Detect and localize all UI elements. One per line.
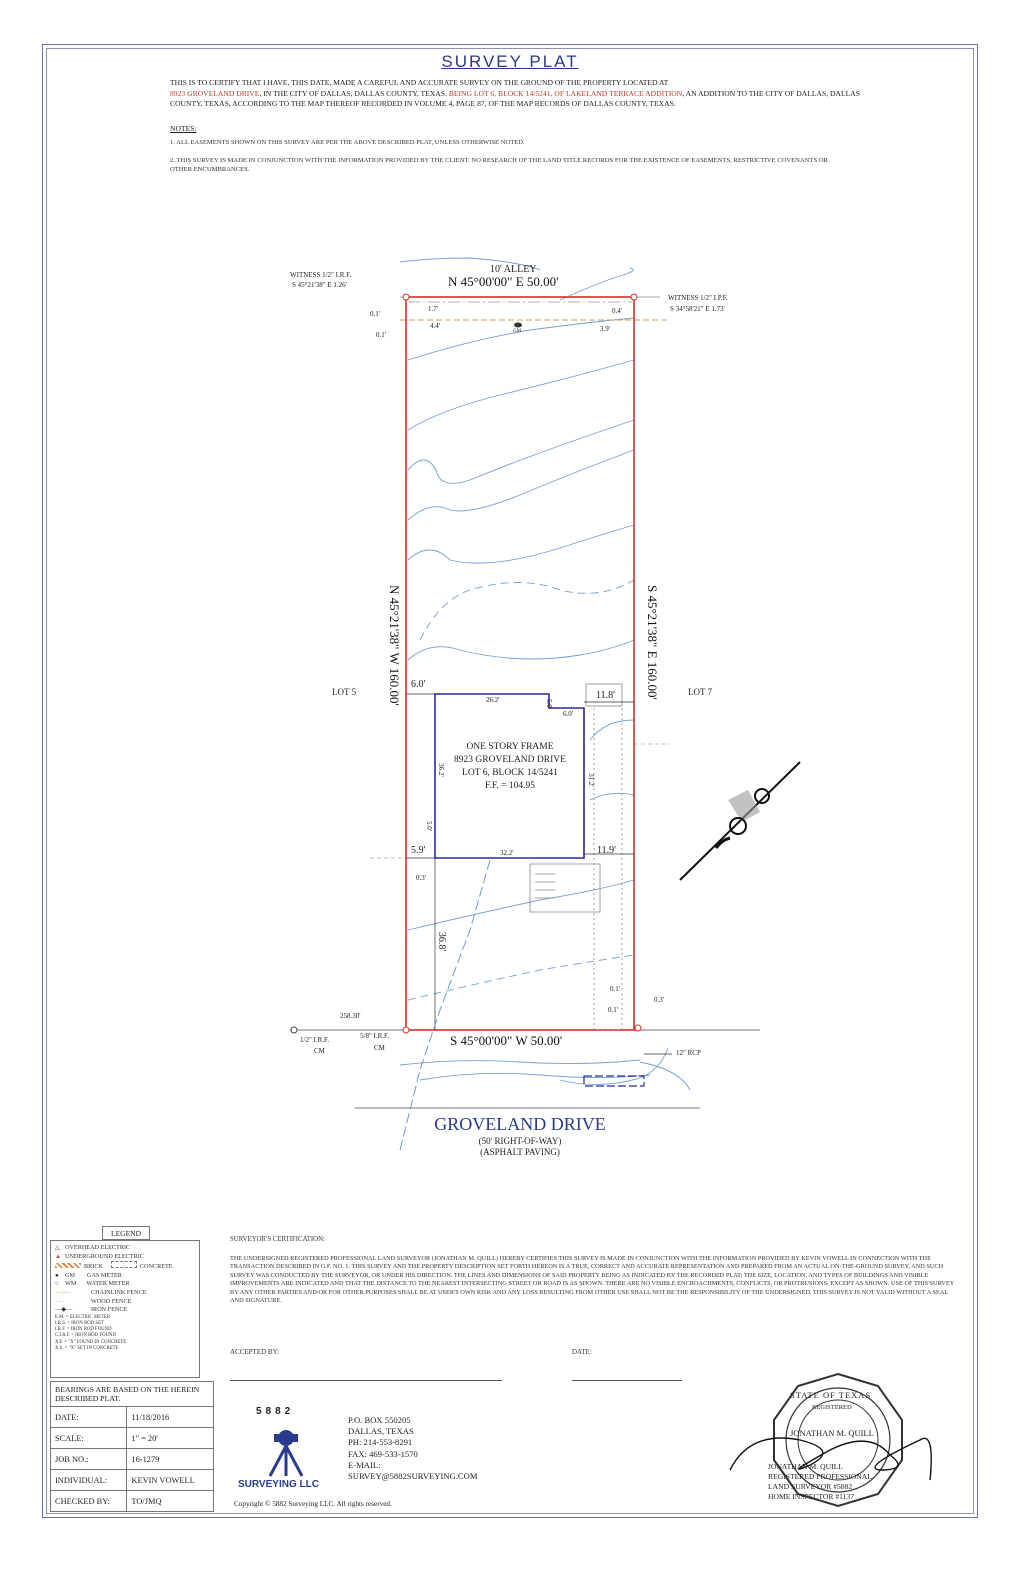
individual-value: KEVIN VOWELL <box>127 1470 214 1491</box>
note-2: 2. THIS SURVEY IS MADE IN CONJUNCTION WITH THE INFORMATION PROVIDED BY THE CLIENT. NO RESEARCH OF THE LAND TITLE RECORDS FOR THE EXISTENCE OF EASEMENTS, RESTRICTIVE COVENANTS OR OTHER ENCUMBRANCES. <box>170 157 828 173</box>
legend-row <box>51 1298 199 1307</box>
corner-marker <box>631 294 637 300</box>
dim-11-9: 11.9' <box>597 845 616 856</box>
contour-line <box>590 793 634 800</box>
contour-line <box>560 268 633 300</box>
house-label-2: 8923 GROVELAND DRIVE <box>454 755 566 765</box>
legend-row <box>51 1253 199 1262</box>
underground-electric-icon: ▲ <box>55 1252 62 1260</box>
company-city: DALLAS, TEXAS <box>348 1426 414 1437</box>
front-walk <box>530 864 600 912</box>
iron-fence-icon: —◆— <box>55 1306 73 1314</box>
bearings-note: BEARINGS ARE BASED ON THE HEREIN DESCRIBED PLAT. <box>51 1382 214 1407</box>
legend-row <box>51 1280 199 1289</box>
legend-label: BRICK <box>84 1263 103 1271</box>
wood-fence-icon: - - - <box>55 1297 65 1305</box>
iron-rod-marker <box>291 1027 297 1033</box>
legend-label: IRON FENCE <box>91 1306 128 1314</box>
date-label: DATE: <box>51 1407 127 1428</box>
legend-title: LEGEND <box>102 1226 150 1240</box>
legend-label: UNDERGROUND ELECTRIC <box>65 1252 144 1260</box>
job-value: 16-1279 <box>127 1449 214 1470</box>
brick-hatch-icon <box>55 1263 81 1268</box>
witness-left-2: S 45°21'38" E 1.26' <box>292 281 347 289</box>
scale-value: 1" = 20' <box>127 1428 214 1449</box>
rcp-label: 12" RCP <box>676 1049 701 1057</box>
date-value: 11/18/2016 <box>127 1407 214 1428</box>
dim-3-9: 3.9' <box>600 325 611 333</box>
dim-32-2: 32.2' <box>500 849 514 857</box>
chainlink-fence-icon: —○— <box>55 1288 72 1296</box>
accepted-by-label: ACCEPTED BY: <box>230 1348 279 1356</box>
right-bearing: S 45°21'38" E 160.00' <box>645 585 660 700</box>
checked-value: TO/JMQ <box>127 1491 214 1512</box>
cert-line-1: THIS IS TO CERTIFY THAT I HAVE, THIS DATE, MADE A CAREFUL AND ACCURATE SURVEY ON THE GROUND OF THE PROPERTY LOCATED AT <box>170 78 669 87</box>
contour-line <box>420 580 634 640</box>
legend-row <box>51 1272 199 1281</box>
dim-36-8: 36.8' <box>436 931 448 952</box>
street-row: (50' RIGHT-OF-WAY) <box>478 1136 562 1146</box>
legend-label: CHAINLINK FENCE <box>91 1288 147 1296</box>
house-label-1: ONE STORY FRAME <box>466 742 554 752</box>
dim-11-8: 11.8' <box>596 690 615 701</box>
concrete-hatch-icon <box>111 1261 137 1268</box>
cert-lot: BEING LOT 6, BLOCK 14/5241, OF LAKELAND TERRACE ADDITION <box>448 88 683 98</box>
property-boundary <box>406 297 634 1030</box>
dim-31-2: 31.2' <box>586 773 595 787</box>
legend-label: OVERHEAD ELECTRIC <box>65 1244 131 1251</box>
irf-half-label: 1/2" I.R.F. <box>300 1036 330 1044</box>
individual-label: INDIVIDUAL: <box>51 1470 127 1491</box>
job-info-table <box>50 1381 214 1512</box>
legend-row <box>51 1289 199 1298</box>
dim-4-4: 4.4' <box>430 322 441 330</box>
contour-line <box>408 525 634 563</box>
surveyor-cert-heading: SURVEYOR'S CERTIFICATION: <box>230 1236 325 1243</box>
scale-label: SCALE: <box>51 1428 127 1449</box>
legend-row <box>51 1306 199 1315</box>
cert-address: 8923 GROVELAND DRIVE <box>170 88 260 98</box>
dim-5-0: 5.0' <box>545 698 554 710</box>
dim-0-1-c: 0.1' <box>610 985 621 993</box>
contour-line <box>408 360 634 430</box>
notes-heading: NOTES: <box>170 124 197 133</box>
legend-label-concrete: CONCRETE <box>139 1263 173 1271</box>
corner-marker <box>403 1027 409 1033</box>
page-title: SURVEY PLAT <box>441 52 579 71</box>
cert-line-3: , AN ADDITION TO THE CITY OF DALLAS, DALLAS COUNTY, TEXAS, ACCORDING TO THE MAP THEREOF RECORDED IN VOLUME 4, PAGE 87, OF THE MAP RECORDS OF DALLAS COUNTY, TEXAS. <box>170 88 860 108</box>
legend-abbrev: X.F. = "X" FOUND IN CONCRETE <box>55 1339 127 1345</box>
lot-5-label: LOT 5 <box>332 687 357 697</box>
irf-58-label: 5/8" I.R.F. <box>360 1032 390 1040</box>
contour-line <box>560 1048 668 1085</box>
seal-line-4: HOME INSPECTOR #1137 <box>768 1492 855 1501</box>
seal-name: JONATHAN M. QUILL <box>790 1428 874 1438</box>
dim-26-2: 26.2' <box>486 696 500 704</box>
witness-right-1: WITNESS 1/2" I.P.F. <box>668 294 728 302</box>
contour-line <box>408 450 634 520</box>
flow-line <box>400 860 490 1150</box>
irf-58-cm: CM <box>374 1044 385 1052</box>
job-label: JOB NO.: <box>51 1449 127 1470</box>
dim-36-2: 36.2' <box>436 763 445 777</box>
company-fax: FAX: 469-533-1570 <box>348 1448 418 1459</box>
legend-row <box>51 1244 199 1253</box>
dim-0-3-b: 0.3' <box>654 996 665 1004</box>
dim-1-7: 1.7' <box>428 305 439 313</box>
legend-abbr-gm: GM <box>65 1271 75 1279</box>
seal-line-1: JONATHAN M. QUILL <box>768 1462 843 1471</box>
gas-meter-icon: ● <box>55 1271 59 1279</box>
legend-abbrev: I.R.S. = IRON ROD SET <box>55 1320 104 1326</box>
gas-meter-label: GM <box>513 329 522 334</box>
surveyor-cert-text: THE UNDERSIGNED REGISTERED PROFESSIONAL LAND SURVEYOR (JONATHAN M. QUILL) HEREBY CERTIFIES THIS SURVEY IS MADE IN CONJUNCTION WITH THE INFORMATION PROVIDED BY KEVIN VOWELL IN CONNECTION WITH THE TRANSACTION DESCRIBED IN G.F. NO. 1. THIS SURVEY AND THE PROPERTY DESCRIPTION SET FORTH HEREON IS A TRUE, CORRECT AND ACCURATE REPRESENTATION AND PREPARED FROM AN ACTUAL ON-THE-GROUND SURVEY, AND SUCH SURVEY WAS CONDUCTED BY THE SURVEYOR, OR UNDER HIS DIRECTION. THE LINES AND DIMENSIONS OF SAID PROPERTY BEING AS INDICATED BY THE RECORDED PLAT; THE SIZE, LOCATION, AND TYPES OF BUILDINGS AND VISIBLE IMPROVEMENTS ARE INDICATED AND THAT THE DISTANCE TO THE NEAREST INTERSECTING STREET OR ROAD IS AS SHOWN. THERE ARE NO VISIBLE ENCROACHMENTS, CONFLICTS, OR PROTRUSIONS, EXCEPT AS SHOWN. USE OF THIS SURVEY BY ANY OTHER PARTIES AND/OR FOR OTHER PURPOSES SHALL BE AT USER'S OWN RISK AND ANY LOSS RESULTING FROM OTHER USE SHALL NOT BE THE RESPONSIBILITY OF THE UNDERSIGNED. THIS SURVEY IS NOT VALID WITHOUT A SEAL AND SIGNATURE. <box>230 1255 955 1305</box>
po-box: P.O. BOX 550205 <box>348 1415 411 1425</box>
legend-row <box>51 1261 199 1272</box>
witness-left-1: WITNESS 1/2" I.R.F. <box>290 271 352 279</box>
contour-line <box>400 1060 640 1065</box>
water-meter-icon: ○ <box>55 1280 59 1288</box>
dim-0-1-a: 0.1' <box>370 310 381 318</box>
checked-label: CHECKED BY: <box>51 1491 127 1512</box>
house-label-4: F.F. = 104.95 <box>484 781 536 791</box>
dim-5-9: 5.9' <box>411 845 426 856</box>
seal-line-3: LAND SURVEYOR #5882 <box>768 1482 853 1491</box>
house-label-3: LOT 6, BLOCK 14/5241 <box>462 768 558 778</box>
legend-abbrev: C.I.R.F. = IRON ROD FOUND <box>55 1333 116 1339</box>
street-name: GROVELAND DRIVE <box>434 1114 606 1134</box>
dim-258-30: 258.30' <box>340 1012 361 1020</box>
company-contact <box>348 1415 477 1482</box>
dim-6-0-b: 6.0' <box>563 710 574 718</box>
dim-0-1-b: 0.1' <box>376 331 387 339</box>
lot-7-label: LOT 7 <box>688 687 713 697</box>
dim-0-1-d: 0.1' <box>608 1006 619 1014</box>
legend-label: GAS METER <box>86 1271 122 1279</box>
corner-marker <box>635 1025 641 1031</box>
gas-meter-symbol <box>514 323 522 328</box>
legend-abbrev: I.R.F. = IRON ROD FOUND <box>55 1327 112 1333</box>
alley-label: 10' ALLEY <box>490 264 537 275</box>
date-signature-label: DATE: <box>572 1348 592 1356</box>
contour-line <box>408 955 634 1000</box>
date-line <box>572 1380 682 1381</box>
dim-6-0: 6.0' <box>411 679 426 690</box>
witness-right-2: S 34°58'21" E 1.73' <box>670 305 725 313</box>
left-bearing: N 45°21'38" W 160.00' <box>387 585 402 706</box>
email-label: E-MAIL: <box>348 1459 381 1470</box>
surveyor-logo-icon <box>256 1420 316 1480</box>
legend-label: WATER METER <box>86 1280 130 1288</box>
company-name: SURVEYING LLC <box>238 1479 319 1490</box>
north-arrow <box>680 762 800 880</box>
irf-half-cm: CM <box>314 1047 325 1055</box>
triangle-icon: △ <box>55 1244 60 1251</box>
dim-0-3-a: 0.3' <box>416 874 427 882</box>
note-1: 1. ALL EASEMENTS SHOWN ON THIS SURVEY ARE PER THE ABOVE DESCRIBED PLAT, UNLESS OTHERWISE NOTED. <box>170 139 525 146</box>
cert-line-2: , IN THE CITY OF DALLAS, DALLAS COUNTY, TEXAS. <box>259 88 447 98</box>
company-email[interactable]: SURVEY@5882SURVEYING.COM <box>348 1471 478 1482</box>
street-paving: (ASPHALT PAVING) <box>480 1147 560 1157</box>
legend-abbrev: X.S. = "X" SET IN CONCRETE <box>55 1345 119 1351</box>
driveway <box>594 706 622 1030</box>
contour-line <box>420 1073 650 1080</box>
seal-state: STATE OF TEXAS <box>790 1390 872 1400</box>
seal-line-2: REGISTERED PROFESSIONAL <box>768 1472 873 1481</box>
top-bearing: N 45°00'00" E 50.00' <box>448 274 559 289</box>
legend-abbr-wm: WM <box>65 1280 77 1288</box>
legend-box <box>50 1240 200 1378</box>
contour-line <box>408 640 634 660</box>
steps <box>535 874 555 898</box>
logo-number: 5882 <box>256 1406 295 1417</box>
bottom-bearing: S 45°00'00" W 50.00' <box>450 1033 563 1048</box>
dim-5-0-b: 5.0' <box>425 820 434 832</box>
contour-line <box>408 420 634 483</box>
seal-registered: REGISTERED <box>812 1404 852 1411</box>
dim-0-4: 0.4' <box>612 307 623 315</box>
contour-line <box>590 720 634 740</box>
legend-label: WOOD FENCE <box>91 1297 132 1305</box>
contour-line <box>640 1062 690 1090</box>
copyright: Copyright © 5882 Surveying LLC. All rights reserved. <box>234 1500 392 1508</box>
accepted-by-line <box>230 1380 502 1381</box>
legend-abbrev: E.M. = ELECTRIC METER <box>55 1314 111 1320</box>
corner-marker <box>403 294 409 300</box>
company-phone: PH: 214-553-8291 <box>348 1437 413 1448</box>
